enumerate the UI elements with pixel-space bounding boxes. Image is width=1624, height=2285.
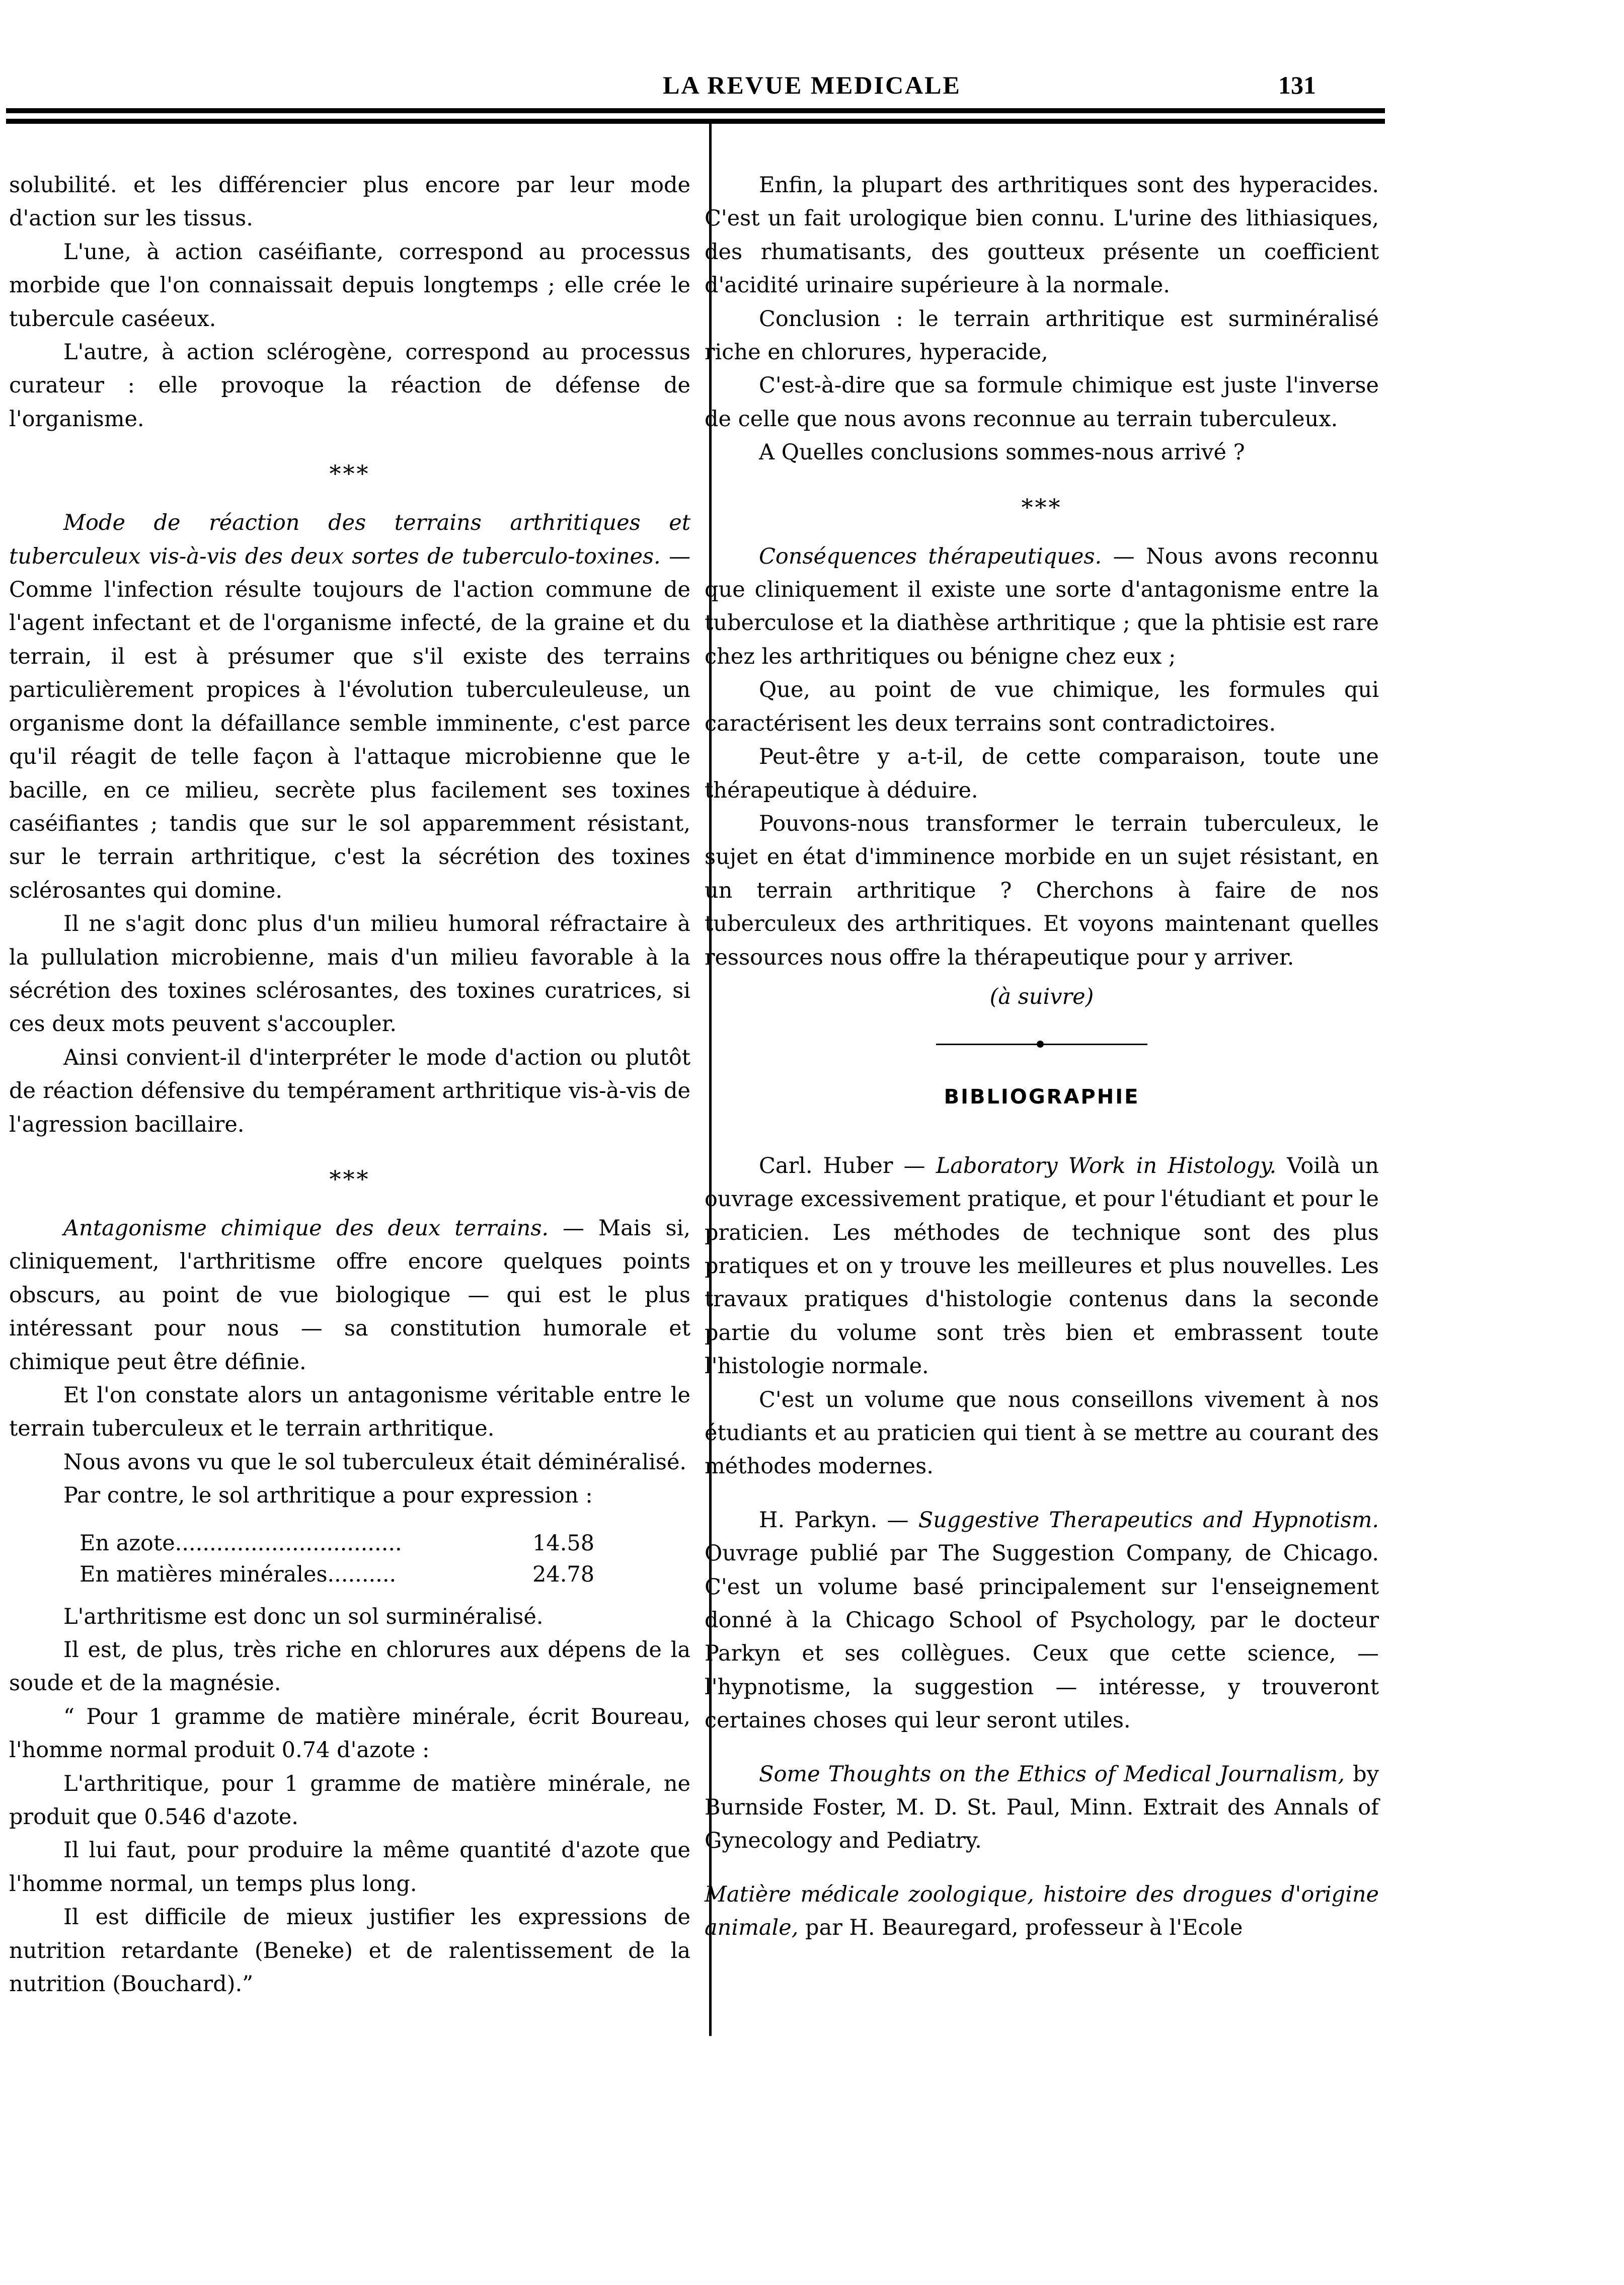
- review-author: H. Parkyn. —: [759, 1507, 918, 1533]
- table-row: [80, 1528, 594, 1559]
- right-column: [705, 169, 1379, 1945]
- section-separator-stars: ***: [1021, 493, 1062, 521]
- section-paragraph: [9, 1212, 690, 1379]
- paragraph: L'autre, à action sclérogène, correspond au processus curateur : elle provoque la réaction de défense de l'organisme.: [9, 340, 690, 432]
- paragraph: Pouvons-nous transformer le terrain tuberculeux, le sujet en état d'imminence morbide en un sujet résistant, en un terrain arthritique ? Cherchons à faire de nos tuberculeux des arthritiques. Et voyons maintenant quelles ressources nous offre la thérapeutique pour y arriver.: [705, 811, 1379, 970]
- section-heading: Mode de réaction des terrains arthritiques et tuberculeux vis-à-vis des deux sortes de tuberculo-toxines.: [9, 510, 690, 569]
- review-paragraph: [705, 1878, 1379, 1945]
- bibliography-heading: BIBLIOGRAPHIE: [944, 1085, 1140, 1109]
- left-column: [9, 169, 690, 2001]
- review-paragraph: [705, 1758, 1379, 1858]
- review-text: par H. Beauregard, professeur à l'Ecole: [798, 1915, 1243, 1941]
- article-end-rule: [936, 1044, 1147, 1045]
- table-value: 14.58: [532, 1530, 595, 1556]
- review-book-title: Laboratory Work in Histology.: [936, 1153, 1277, 1178]
- section-paragraph: [9, 506, 690, 907]
- section-separator-stars: ***: [329, 1165, 370, 1193]
- paragraph: solubilité. et les différencier plus encore par leur mode d'action sur les tissus.: [9, 173, 690, 231]
- paragraph: Il est, de plus, très riche en chlorures aux dépens de la soude et de la magnésie.: [9, 1637, 690, 1696]
- section-separator-stars: ***: [329, 460, 370, 488]
- to-be-continued: (à suivre): [989, 984, 1094, 1009]
- table-row: [80, 1559, 594, 1590]
- review-text: Ouvrage publié par The Suggestion Company, de Chicago. C'est un volume basé principalement sur l'enseignement donné à la Chicago School of Psychology, par le docteur Parkyn et ses collègues. Ceux que cette science, — l'hypnotisme, la suggestion — intéresse, y trouveront certaines choses qui leur seront utiles.: [705, 1541, 1379, 1734]
- section-heading: Conséquences thérapeutiques.: [759, 543, 1102, 569]
- paragraph: Par contre, le sol arthritique a pour expression :: [63, 1483, 593, 1509]
- paragraph: L'arthritique, pour 1 gramme de matière minérale, ne produit que 0.546 d'azote.: [9, 1771, 690, 1830]
- review-paragraph: [705, 1504, 1379, 1738]
- review-text: Voilà un ouvrage excessivement pratique, et pour l'étudiant et pour le praticien. Les méthodes de technique sont des plus pratiques et on y trouve les meilleures et plus nouvelles. Les travaux pratiques d'histologie contenus dans la seconde partie du volume sont très bien et embrassent toute l'histologie normale.: [705, 1153, 1379, 1379]
- review-paragraph: [705, 1149, 1379, 1383]
- paragraph: Et l'on constate alors un antagonisme véritable entre le terrain tuberculeux et le terrain arthritique.: [9, 1383, 690, 1442]
- review-text: by Burnside Foster, M. D. St. Paul, Minn. Extrait des Annals of Gynecology and Pediatry.: [705, 1761, 1379, 1854]
- paragraph: Nous avons vu que le sol tuberculeux était déminéralisé.: [63, 1449, 687, 1475]
- paragraph: Il lui faut, pour produire la même quantité d'azote que l'homme normal, un temps plus long.: [9, 1838, 690, 1897]
- paragraph: C'est un volume que nous conseillons vivement à nos étudiants et au praticien qui tient à se mettre au courant des méthodes modernes.: [705, 1387, 1379, 1479]
- paragraph: C'est-à-dire que sa formule chimique est juste l'inverse de celle que nous avons reconnue au terrain tuberculeux.: [705, 373, 1379, 432]
- paragraph: L'une, à action caséifiante, correspond au processus morbide que l'on connaissait depuis longtemps ; elle crée le tubercule caséeux.: [9, 239, 690, 332]
- review-book-title: Some Thoughts on the Ethics of Medical Journalism,: [759, 1761, 1345, 1787]
- paragraph: Ainsi convient-il d'interpréter le mode d'action ou plutôt de réaction défensive du tempérament arthritique vis-à-vis de l'agression bacillaire.: [9, 1045, 690, 1137]
- header-rule-thick: [6, 108, 1385, 113]
- table-label: En matières minérales..........: [80, 1561, 397, 1587]
- section-text: — Mais si, cliniquement, l'arthritisme offre encore quelques points obscurs, au point de vue biologique — qui est le plus intéressant pour nous — sa constitution humorale et chimique peut être définie.: [9, 1215, 690, 1375]
- table-label: En azote.................................: [80, 1530, 402, 1556]
- paragraph: “ Pour 1 gramme de matière minérale, écrit Boureau, l'homme normal produit 0.74 d'azote :: [9, 1704, 690, 1763]
- page-number: 131: [1278, 71, 1316, 99]
- review-book-title: Suggestive Therapeutics and Hypnotism.: [918, 1507, 1379, 1533]
- review-author: Carl. Huber —: [759, 1153, 936, 1178]
- paragraph: L'arthritisme est donc un sol surminéralisé.: [63, 1604, 544, 1629]
- section-text: — Comme l'infection résulte toujours de l'action commune de l'agent infectant et de l'organisme infecté, de la graine et du terrain, il est à présumer que s'il existe des terrains particulièrement propices à l'évolution tuberculeuleuse, un organisme dont la défaillance semble imminente, c'est parce qu'il réagit de telle façon à l'attaque microbienne que le bacille, en ce milieu, secrète plus facilement ses toxines caséifiantes ; tandis que sur le sol apparemment résistant, sur le terrain arthritique, c'est la sécrétion des toxines sclérosantes qui domine.: [9, 543, 690, 903]
- header-rule-thin: [6, 119, 1385, 124]
- paragraph: A Quelles conclusions sommes-nous arrivé ?: [759, 440, 1245, 465]
- review-book-title: Matière médicale zoologique, histoire des drogues d'origine animale,: [705, 1881, 1379, 1941]
- section-heading: Antagonisme chimique des deux terrains.: [63, 1215, 549, 1241]
- paragraph: Que, au point de vue chimique, les formules qui caractérisent les deux terrains sont contradictoires.: [705, 677, 1379, 736]
- paragraph: Il est difficile de mieux justifier les expressions de nutrition retardante (Beneke) et de ralentissement de la nutrition (Bouchard).”: [9, 1905, 690, 1997]
- running-title: LA REVUE MEDICALE: [663, 71, 961, 99]
- composition-table: [80, 1528, 594, 1590]
- section-paragraph: [705, 540, 1379, 674]
- section-text: — Nous avons reconnu que cliniquement il existe une sorte d'antagonisme entre la tuberculose et la diathèse arthritique ; que la phtisie est rare chez les arthritiques ou bénigne chez eux ;: [705, 543, 1379, 669]
- paragraph: Conclusion : le terrain arthritique est surminéralisé riche en chlorures, hyperacide,: [705, 306, 1379, 365]
- table-value: 24.78: [532, 1561, 595, 1587]
- paragraph: Enfin, la plupart des arthritiques sont des hyperacides. C'est un fait urologique bien connu. L'urine des lithiasiques, des rhumatisants, des goutteux présente un coefficient d'acidité urinaire supérieure à la normale.: [705, 173, 1379, 298]
- paragraph: Il ne s'agit donc plus d'un milieu humoral réfractaire à la pullulation microbienne, mais d'un milieu favorable à la sécrétion des toxines sclérosantes, des toxines curatrices, si ces deux mots peuvent s'accoupler.: [9, 911, 690, 1037]
- paragraph: Peut-être y a-t-il, de cette comparaison, toute une thérapeutique à déduire.: [705, 744, 1379, 803]
- rule-dot: [1037, 1041, 1044, 1048]
